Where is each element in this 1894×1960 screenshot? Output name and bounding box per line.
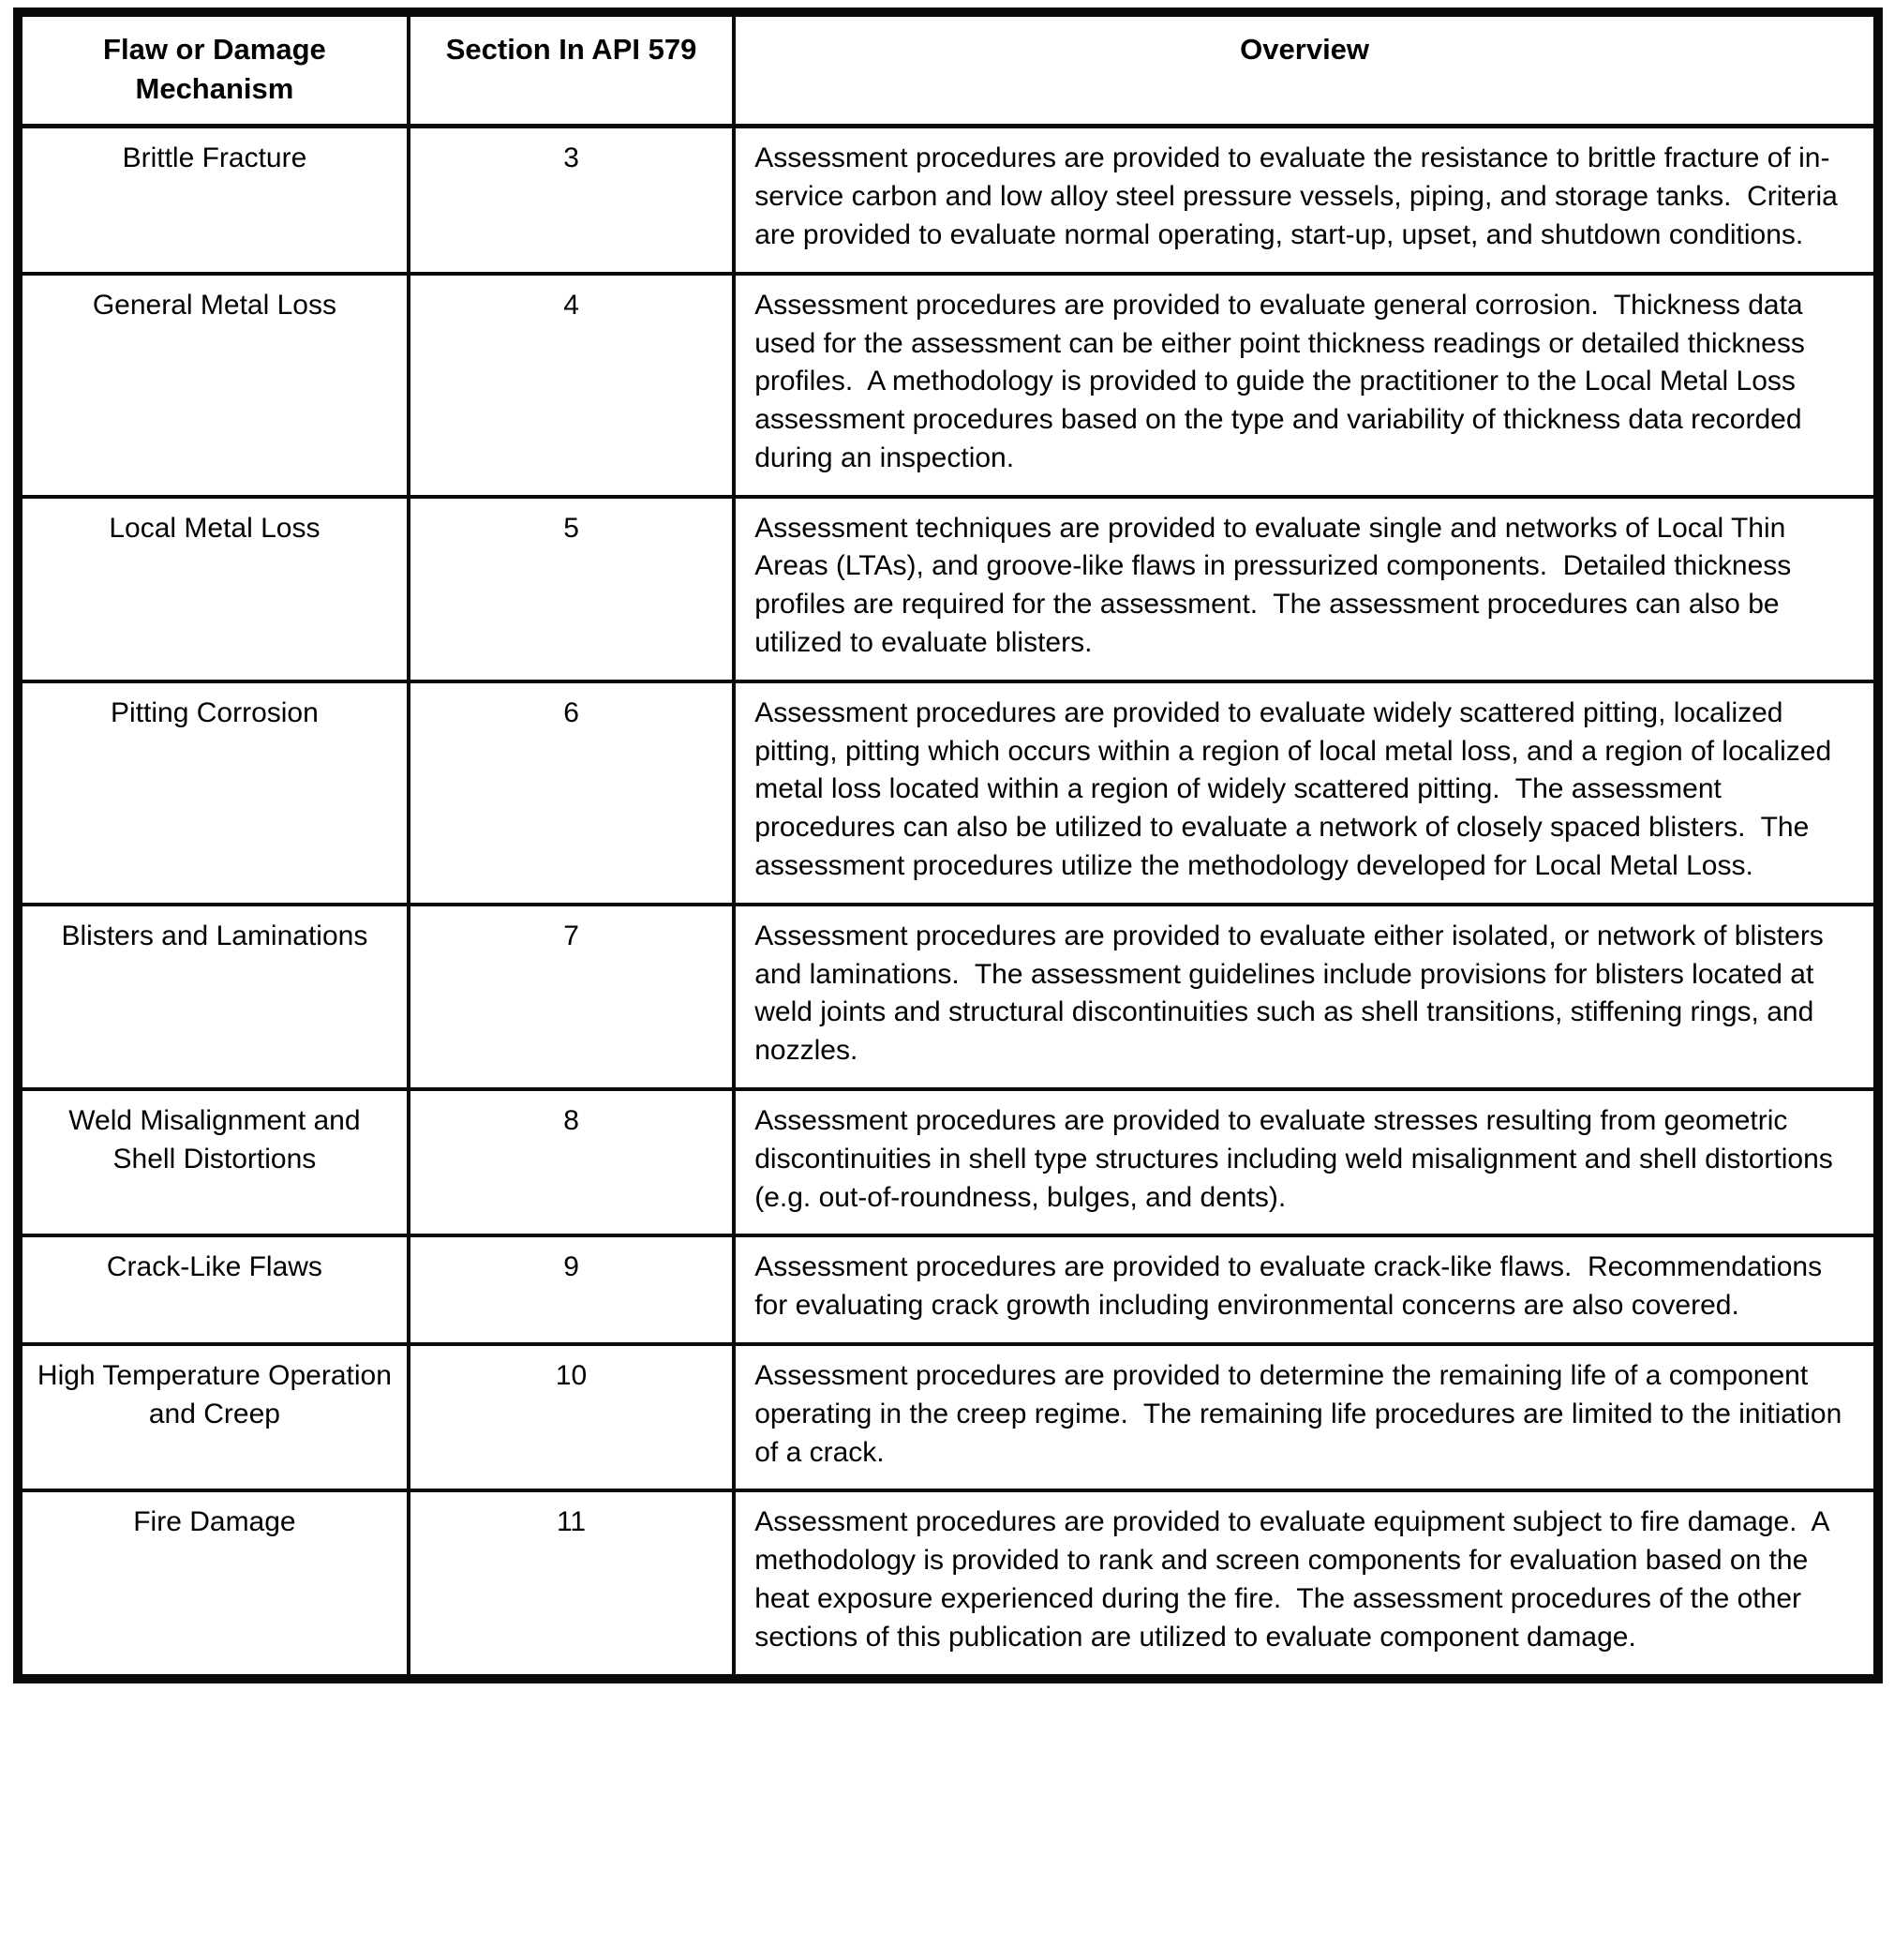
table-row	[18, 1344, 1878, 1490]
section-cell: 5	[409, 497, 734, 681]
section-cell: 3	[409, 127, 734, 274]
table-header-row	[18, 12, 1878, 127]
table-row	[18, 497, 1878, 681]
overview-cell: Assessment procedures are provided to evaluate equipment subject to fire damage. A methodology is provided to rank and screen components for evaluation based on the heat exposure experienced during the fire. The assessment procedures of the other sections of this publication are utilized to evaluate component damage.	[734, 1490, 1878, 1678]
overview-cell: Assessment procedures are provided to evaluate the resistance to brittle fracture of in-service carbon and low alloy steel pressure vessels, piping, and storage tanks. Criteria are provided to evaluate normal operating, start-up, upset, and shutdown conditions.	[734, 127, 1878, 274]
mechanism-cell: High Temperature Operation and Creep	[18, 1344, 409, 1490]
section-cell: 11	[409, 1490, 734, 1678]
section-cell: 8	[409, 1089, 734, 1235]
section-cell: 6	[409, 681, 734, 905]
flaw-damage-overview-table	[13, 7, 1883, 1683]
mechanism-cell: Local Metal Loss	[18, 497, 409, 681]
mechanism-cell: Pitting Corrosion	[18, 681, 409, 905]
header-mechanism: Flaw or Damage Mechanism	[18, 12, 409, 127]
table-row	[18, 1089, 1878, 1235]
table-row	[18, 905, 1878, 1089]
section-cell: 9	[409, 1235, 734, 1344]
table-row	[18, 681, 1878, 905]
section-cell: 7	[409, 905, 734, 1089]
header-overview: Overview	[734, 12, 1878, 127]
mechanism-cell: General Metal Loss	[18, 274, 409, 497]
table-row	[18, 1490, 1878, 1678]
overview-cell: Assessment procedures are provided to evaluate crack-like flaws. Recommendations for evaluating crack growth including environmental concerns are also covered.	[734, 1235, 1878, 1344]
mechanism-cell: Brittle Fracture	[18, 127, 409, 274]
overview-cell: Assessment procedures are provided to evaluate widely scattered pitting, localized pitting, pitting which occurs within a region of local metal loss, and a region of localized metal loss located within a region of widely scattered pitting. The assessment procedures can also be utilized to evaluate a network of closely spaced blisters. The assessment procedures utilize the methodology developed for Local Metal Loss.	[734, 681, 1878, 905]
table-row	[18, 127, 1878, 274]
mechanism-cell: Blisters and Laminations	[18, 905, 409, 1089]
overview-cell: Assessment procedures are provided to determine the remaining life of a component operating in the creep regime. The remaining life procedures are limited to the initiation of a crack.	[734, 1344, 1878, 1490]
table-row	[18, 1235, 1878, 1344]
overview-cell: Assessment techniques are provided to evaluate single and networks of Local Thin Areas (LTAs), and groove-like flaws in pressurized components. Detailed thickness profiles are required for the assessment. The assessment procedures can also be utilized to evaluate blisters.	[734, 497, 1878, 681]
mechanism-cell: Fire Damage	[18, 1490, 409, 1678]
table-row	[18, 274, 1878, 497]
header-section: Section In API 579	[409, 12, 734, 127]
overview-cell: Assessment procedures are provided to evaluate either isolated, or network of blisters and laminations. The assessment guidelines include provisions for blisters located at weld joints and structural discontinuities such as shell transitions, stiffening rings, and nozzles.	[734, 905, 1878, 1089]
section-cell: 10	[409, 1344, 734, 1490]
overview-cell: Assessment procedures are provided to evaluate stresses resulting from geometric discontinuities in shell type structures including weld misalignment and shell distortions (e.g. out-of-roundness, bulges, and dents).	[734, 1089, 1878, 1235]
mechanism-cell: Weld Misalignment and Shell Distortions	[18, 1089, 409, 1235]
section-cell: 4	[409, 274, 734, 497]
overview-cell: Assessment procedures are provided to evaluate general corrosion. Thickness data used for the assessment can be either point thickness readings or detailed thickness profiles. A methodology is provided to guide the practitioner to the Local Metal Loss assessment procedures based on the type and variability of thickness data recorded during an inspection.	[734, 274, 1878, 497]
mechanism-cell: Crack-Like Flaws	[18, 1235, 409, 1344]
